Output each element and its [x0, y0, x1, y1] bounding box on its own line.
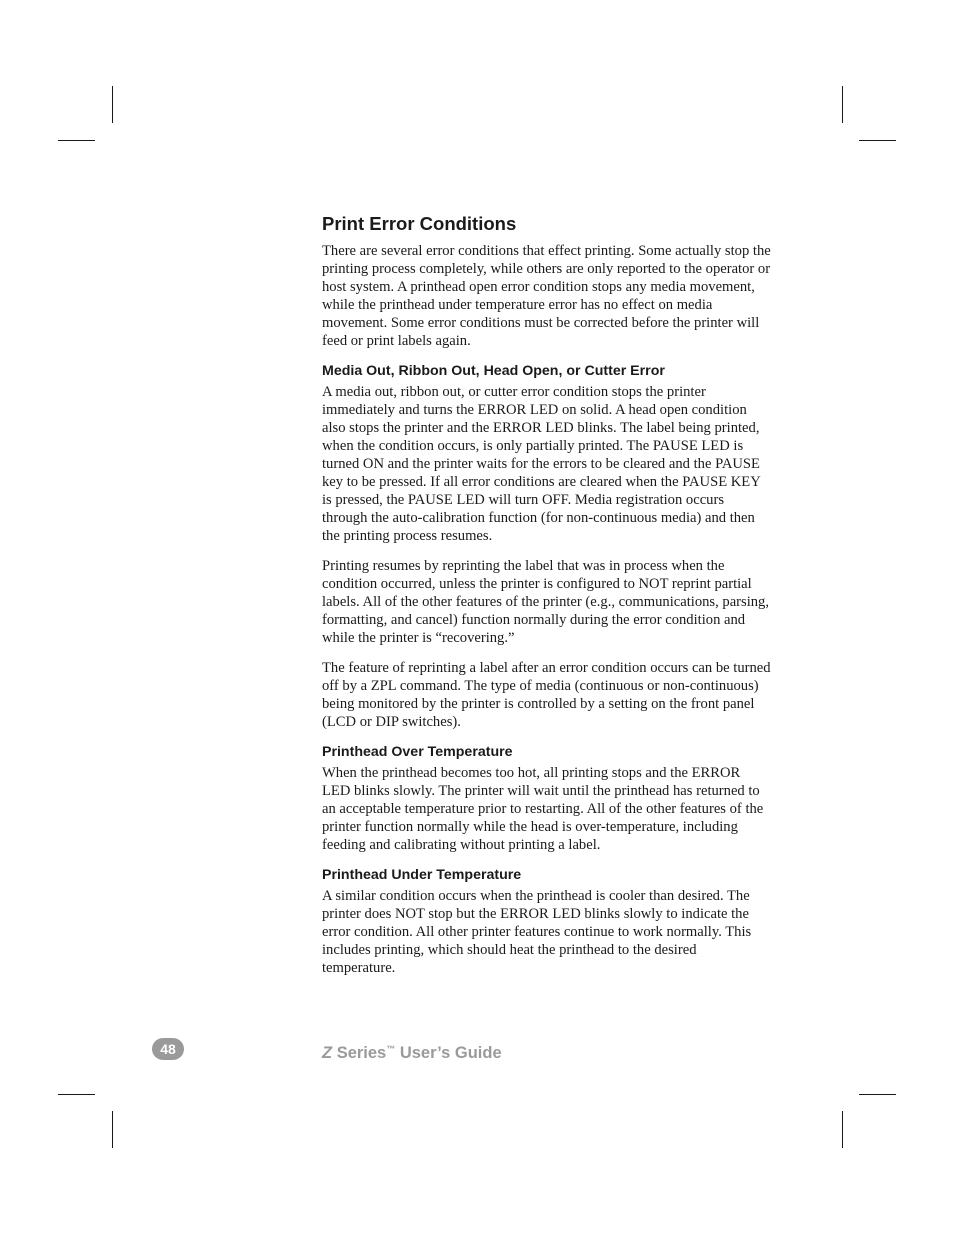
- crop-mark: [842, 86, 843, 123]
- section-paragraph: Printing resumes by reprinting the label that was in process when the condition occurred, unless the printer is configured to NOT reprint partial labels. All of the other features of the printer (e.g., communications, parsing, formatting, and cancel) function normally during the error condition and while the printer is “recovering.”: [322, 558, 770, 646]
- section-heading-under-temperature: Printhead Under Temperature: [322, 867, 522, 883]
- section-paragraph: The feature of reprinting a label after an error condition occurs can be turned off by a ZPL command. The type of media (continuous or non-continuous) being monitored by the printer is controlled by a setting on the front panel (LCD or DIP switches).: [322, 660, 771, 730]
- section-paragraph: A media out, ribbon out, or cutter error condition stops the printer immediately and turns the ERROR LED on solid. A head open condition also stops the printer and the ERROR LED blinks. The label being printed, when the condition occurs, is only partially printed. The PAUSE LED is turned ON and the printer waits for the errors to be cleared and the PAUSE key to be pressed. If all error conditions are cleared when the PAUSE KEY is pressed, the PAUSE LED will turn OFF. Media registration occurs through the auto-calibration function (for non-continuous media) and then the printing process resumes.: [322, 384, 761, 544]
- crop-mark: [859, 140, 896, 141]
- crop-mark: [112, 86, 113, 123]
- section-paragraph: When the printhead becomes too hot, all printing stops and the ERROR LED blinks slowly. The printer will wait until the printhead has returned to an acceptable temperature prior to restarting. All of the other features of the printer function normally while the head is over-temperature, including feeding and calibrating without printing a label.: [322, 765, 764, 853]
- page-content: [322, 212, 772, 989]
- footer-brand: Z: [322, 1044, 333, 1062]
- footer-title: [322, 1038, 502, 1064]
- footer-trademark: ™: [386, 1044, 396, 1054]
- crop-mark: [859, 1094, 896, 1095]
- footer-guide: User’s Guide: [399, 1044, 502, 1062]
- page-number-badge: 48: [152, 1038, 184, 1060]
- intro-paragraph: There are several error conditions that effect printing. Some actually stop the printing process completely, while others are only reported to the operator or host system. A printhead open error condition stops any media movement, while the printhead under temperature error has no effect on media movement. Some error conditions must be corrected before the printer will feed or print labels again.: [322, 243, 771, 349]
- crop-mark: [58, 140, 95, 141]
- crop-mark: [842, 1111, 843, 1148]
- section-paragraph: A similar condition occurs when the printhead is cooler than desired. The printer does NOT stop but the ERROR LED blinks slowly to indicate the error condition. All other printer features continue to work normally. This includes printing, which should heat the printhead to the desired temperature.: [322, 888, 752, 976]
- crop-mark: [112, 1111, 113, 1148]
- crop-mark: [58, 1094, 95, 1095]
- footer-series: Series: [336, 1044, 387, 1062]
- page-title: Print Error Conditions: [322, 213, 517, 234]
- section-heading-media-out: Media Out, Ribbon Out, Head Open, or Cutter Error: [322, 363, 665, 379]
- section-heading-over-temperature: Printhead Over Temperature: [322, 744, 513, 760]
